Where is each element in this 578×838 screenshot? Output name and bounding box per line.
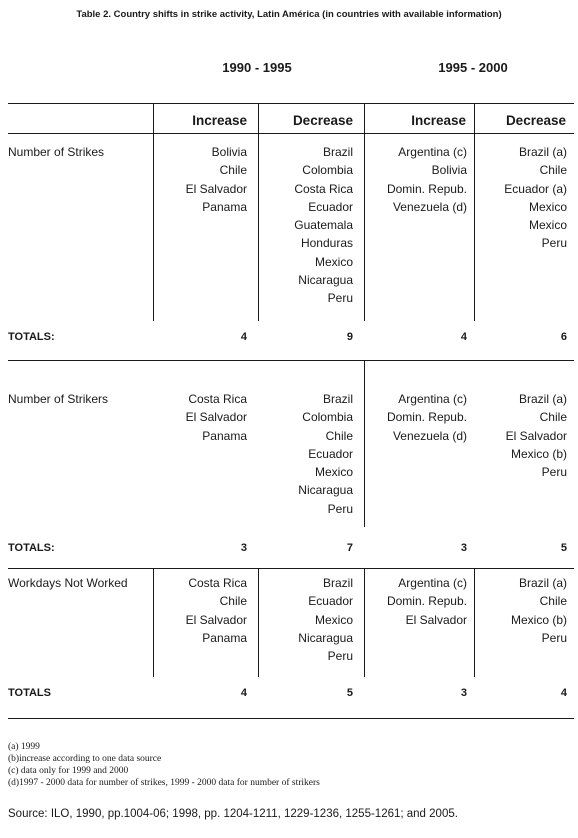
country-entry: Ecuador <box>308 594 353 609</box>
country-entry: Ecuador (a) <box>504 181 567 196</box>
country-entry: Brazil (a) <box>518 576 567 590</box>
cell-strikers-decrease-1990 <box>255 390 353 518</box>
total-strikers-decrease-1995: 5 <box>560 542 567 554</box>
country-entry: Chile <box>325 428 353 443</box>
country-entry: Chile <box>539 594 567 609</box>
cell-workdays-increase-1990 <box>150 574 247 647</box>
period-header-1990-1995: 1990 - 1995 <box>222 60 292 75</box>
country-entry: Brazil <box>322 576 353 590</box>
total-strikes-increase-1990: 4 <box>240 331 247 343</box>
country-entry: El Salvador <box>505 428 567 443</box>
row-label-number-of-strikers: Number of Strikers <box>8 392 109 406</box>
cell-strikes-increase-1990 <box>150 143 247 216</box>
source-citation: Source: ILO, 1990, pp.1004-06; 1998, pp. 1204-1211, 1229-1236, 1255-1261; and 2005. <box>8 808 458 820</box>
total-strikers-increase-1995: 3 <box>460 542 467 554</box>
country-entry: El Salvador <box>405 612 467 627</box>
country-entry: Peru <box>541 236 567 251</box>
country-entry: Peru <box>327 291 353 306</box>
cell-strikes-decrease-1995 <box>471 143 567 253</box>
country-entry: Venezuela (d) <box>392 428 467 443</box>
country-entry: Costa Rica <box>188 576 247 590</box>
cell-workdays-decrease-1990 <box>255 574 353 665</box>
column-header-decrease-1995: Decrease <box>505 113 566 128</box>
country-entry: Brazil <box>322 145 353 159</box>
cell-strikes-decrease-1990 <box>255 143 353 308</box>
cell-strikes-increase-1995 <box>361 143 467 216</box>
country-entry: Venezuela (d) <box>392 199 467 214</box>
totals-label-strikes: TOTALS: <box>8 331 55 343</box>
country-entry: El Salvador <box>185 612 247 627</box>
country-entry: Colombia <box>302 163 353 178</box>
country-entry: Honduras <box>300 236 353 251</box>
column-divider-header-3 <box>364 104 365 133</box>
cell-strikers-decrease-1995 <box>471 390 567 481</box>
country-entry: Mexico <box>314 254 353 269</box>
country-entry: Mexico <box>314 612 353 627</box>
country-entry: Ecuador <box>308 446 353 461</box>
country-entry: Domin. Repub. <box>386 410 467 425</box>
section-rule-2 <box>8 568 574 569</box>
table-bottom-rule <box>8 718 574 719</box>
country-entry: Chile <box>539 163 567 178</box>
cell-workdays-increase-1995 <box>361 574 467 629</box>
column-header-decrease-1990: Decrease <box>292 113 353 128</box>
country-entry: Colombia <box>302 410 353 425</box>
row-label-workdays-not-worked: Workdays Not Worked <box>8 576 128 590</box>
country-entry: El Salvador <box>185 410 247 425</box>
totals-label-workdays: TOTALS <box>8 687 51 699</box>
country-entry: Costa Rica <box>188 392 247 406</box>
row-label-number-of-strikes: Number of Strikes <box>8 145 105 159</box>
country-entry: El Salvador <box>185 181 247 196</box>
column-divider-header-2 <box>258 104 259 133</box>
footnote-d: (d)1997 - 2000 data for number of strikes, 1999 - 2000 data for number of strikers <box>8 778 320 789</box>
footnote-b: (b)increase according to one data source <box>8 754 162 765</box>
period-header-1995-2000: 1995 - 2000 <box>438 60 508 75</box>
country-entry: Mexico <box>528 199 567 214</box>
country-entry: Ecuador <box>308 199 353 214</box>
total-workdays-increase-1995: 3 <box>460 687 467 699</box>
country-entry: Nicaragua <box>298 273 353 288</box>
total-workdays-decrease-1995: 4 <box>560 687 567 699</box>
cell-strikers-increase-1995 <box>361 390 467 445</box>
country-entry: Panama <box>202 630 247 645</box>
country-entry: Nicaragua <box>298 630 353 645</box>
footnote-c: (c) data only for 1999 and 2000 <box>8 766 129 777</box>
country-entry: Nicaragua <box>298 483 353 498</box>
total-strikers-increase-1990: 3 <box>240 542 247 554</box>
header-top-rule <box>8 103 574 104</box>
country-entry: Bolivia <box>431 163 467 178</box>
country-entry: Argentina (c) <box>398 392 467 406</box>
country-entry: Brazil <box>322 392 353 406</box>
country-entry: Bolivia <box>211 145 247 159</box>
country-entry: Panama <box>202 199 247 214</box>
footnotes <box>8 741 320 789</box>
country-entry: Peru <box>327 649 353 664</box>
country-entry: Costa Rica <box>294 181 353 196</box>
country-entry: Mexico (b) <box>510 612 567 627</box>
country-entry: Peru <box>541 465 567 480</box>
column-header-increase-1995: Increase <box>411 113 466 128</box>
column-divider-header-1 <box>153 104 154 133</box>
country-entry: Domin. Repub. <box>386 594 467 609</box>
table-title: Table 2. Country shifts in strike activity, Latin América (in countries with available information) <box>76 9 502 20</box>
country-entry: Mexico (b) <box>510 446 567 461</box>
column-divider-header-4 <box>474 104 475 133</box>
country-entry: Brazil (a) <box>518 145 567 159</box>
country-entry: Panama <box>202 428 247 443</box>
country-entry: Mexico <box>314 465 353 480</box>
total-workdays-increase-1990: 4 <box>240 687 247 699</box>
total-strikers-decrease-1990: 7 <box>346 542 353 554</box>
country-entry: Guatemala <box>294 218 353 233</box>
total-workdays-decrease-1990: 5 <box>346 687 353 699</box>
header-bottom-rule <box>8 133 574 134</box>
cell-strikers-increase-1990 <box>150 390 247 445</box>
cell-workdays-decrease-1995 <box>471 574 567 647</box>
country-entry: Argentina (c) <box>398 576 467 590</box>
column-header-increase-1990: Increase <box>192 113 247 128</box>
country-entry: Chile <box>219 163 247 178</box>
country-entry: Domin. Repub. <box>386 181 467 196</box>
total-strikes-decrease-1995: 6 <box>560 331 567 343</box>
totals-label-strikers: TOTALS: <box>8 542 55 554</box>
total-strikes-increase-1995: 4 <box>460 331 467 343</box>
total-strikes-decrease-1990: 9 <box>346 331 353 343</box>
country-entry: Chile <box>219 594 247 609</box>
country-entry: Chile <box>539 410 567 425</box>
country-entry: Peru <box>541 630 567 645</box>
country-entry: Peru <box>327 501 353 516</box>
country-entry: Brazil (a) <box>518 392 567 406</box>
footnote-a: (a) 1999 <box>8 742 40 752</box>
section-rule-1 <box>8 360 574 361</box>
country-entry: Mexico <box>528 218 567 233</box>
country-entry: Argentina (c) <box>398 145 467 159</box>
